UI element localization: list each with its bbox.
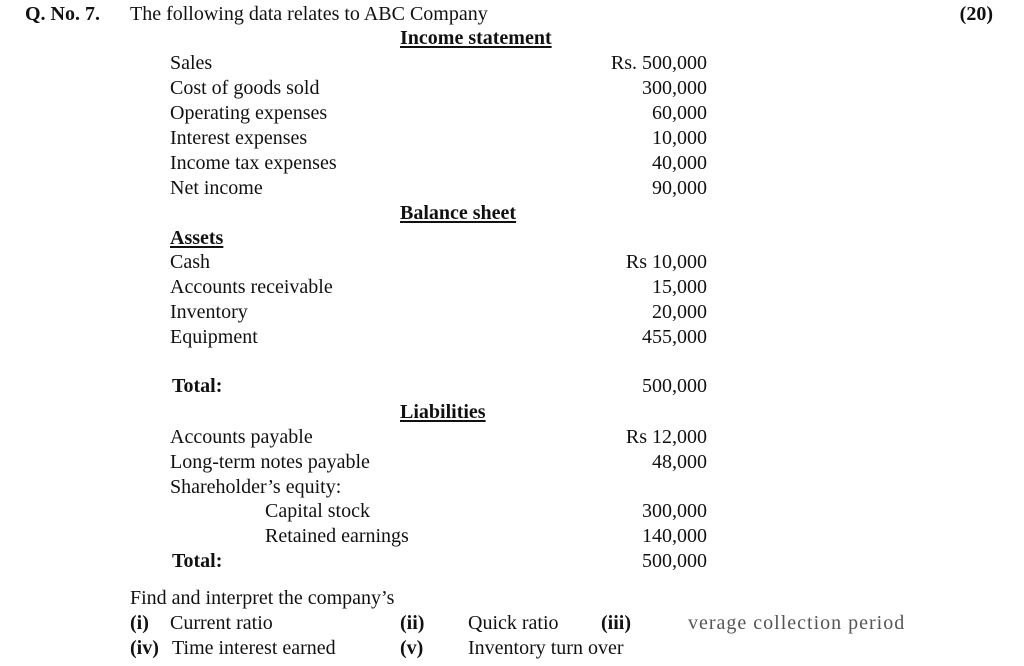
liabilities-total-value: 500,000 bbox=[642, 550, 707, 572]
income-row-value: 40,000 bbox=[652, 152, 707, 174]
asset-row-label: Cash bbox=[170, 251, 210, 273]
liabilities-total-label: Total: bbox=[172, 550, 223, 572]
income-row-value: Rs. 500,000 bbox=[610, 52, 707, 74]
question-number: Q. No. 7. bbox=[25, 3, 100, 25]
asset-row-label: Equipment bbox=[170, 326, 258, 348]
income-statement-heading: Income statement bbox=[400, 27, 552, 49]
asset-row-value: Rs 10,000 bbox=[625, 251, 707, 273]
income-row-label: Cost of goods sold bbox=[170, 77, 320, 99]
income-row-value: 10,000 bbox=[652, 127, 707, 149]
balance-sheet-heading: Balance sheet bbox=[400, 202, 517, 224]
income-row-value: 300,000 bbox=[642, 77, 707, 99]
income-row-label: Interest expenses bbox=[170, 127, 308, 149]
task-item-label: Current ratio bbox=[170, 612, 273, 634]
assets-total-label: Total: bbox=[172, 375, 223, 397]
asset-row-label: Accounts receivable bbox=[170, 276, 333, 298]
liability-row-value: 48,000 bbox=[652, 451, 707, 473]
marks: (20) bbox=[959, 3, 993, 25]
liability-row-value: Rs 12,000 bbox=[625, 426, 707, 448]
income-row-value: 90,000 bbox=[652, 177, 707, 199]
task-item-label: Quick ratio bbox=[468, 612, 559, 634]
liability-row-value: 140,000 bbox=[642, 525, 707, 547]
liability-row-value: 300,000 bbox=[642, 500, 707, 522]
task-prompt: Find and interpret the company’s bbox=[130, 587, 395, 609]
liability-row-label: Accounts payable bbox=[170, 426, 313, 448]
task-item-number: (iv) bbox=[130, 637, 159, 659]
task-item-label: Time interest earned bbox=[172, 637, 336, 659]
income-row-label: Operating expenses bbox=[170, 102, 328, 124]
assets-heading: Assets bbox=[170, 227, 224, 249]
income-row-value: 60,000 bbox=[652, 102, 707, 124]
asset-row-value: 455,000 bbox=[642, 326, 707, 348]
assets-total-value: 500,000 bbox=[642, 375, 707, 397]
task-item-label: Inventory turn over bbox=[468, 637, 624, 659]
task-item-number: (v) bbox=[400, 637, 424, 659]
question-intro: The following data relates to ABC Company bbox=[130, 3, 488, 25]
income-row-label: Income tax expenses bbox=[170, 152, 337, 174]
asset-row-label: Inventory bbox=[170, 301, 248, 323]
asset-row-value: 15,000 bbox=[652, 276, 707, 298]
liability-row-label: Shareholder’s equity: bbox=[170, 476, 342, 498]
liability-row-label: Capital stock bbox=[265, 500, 370, 522]
task-item-number: (ii) bbox=[400, 612, 425, 634]
task-item-number: (i) bbox=[130, 612, 149, 634]
income-row-label: Net income bbox=[170, 177, 263, 199]
task-item-label: verage collection period bbox=[688, 612, 906, 634]
asset-row-value: 20,000 bbox=[652, 301, 707, 323]
income-row-label: Sales bbox=[170, 52, 213, 74]
liabilities-heading: Liabilities bbox=[400, 401, 486, 423]
liability-row-label: Long-term notes payable bbox=[170, 451, 370, 473]
liability-row-label: Retained earnings bbox=[265, 525, 409, 547]
task-item-number: (iii) bbox=[601, 612, 631, 634]
